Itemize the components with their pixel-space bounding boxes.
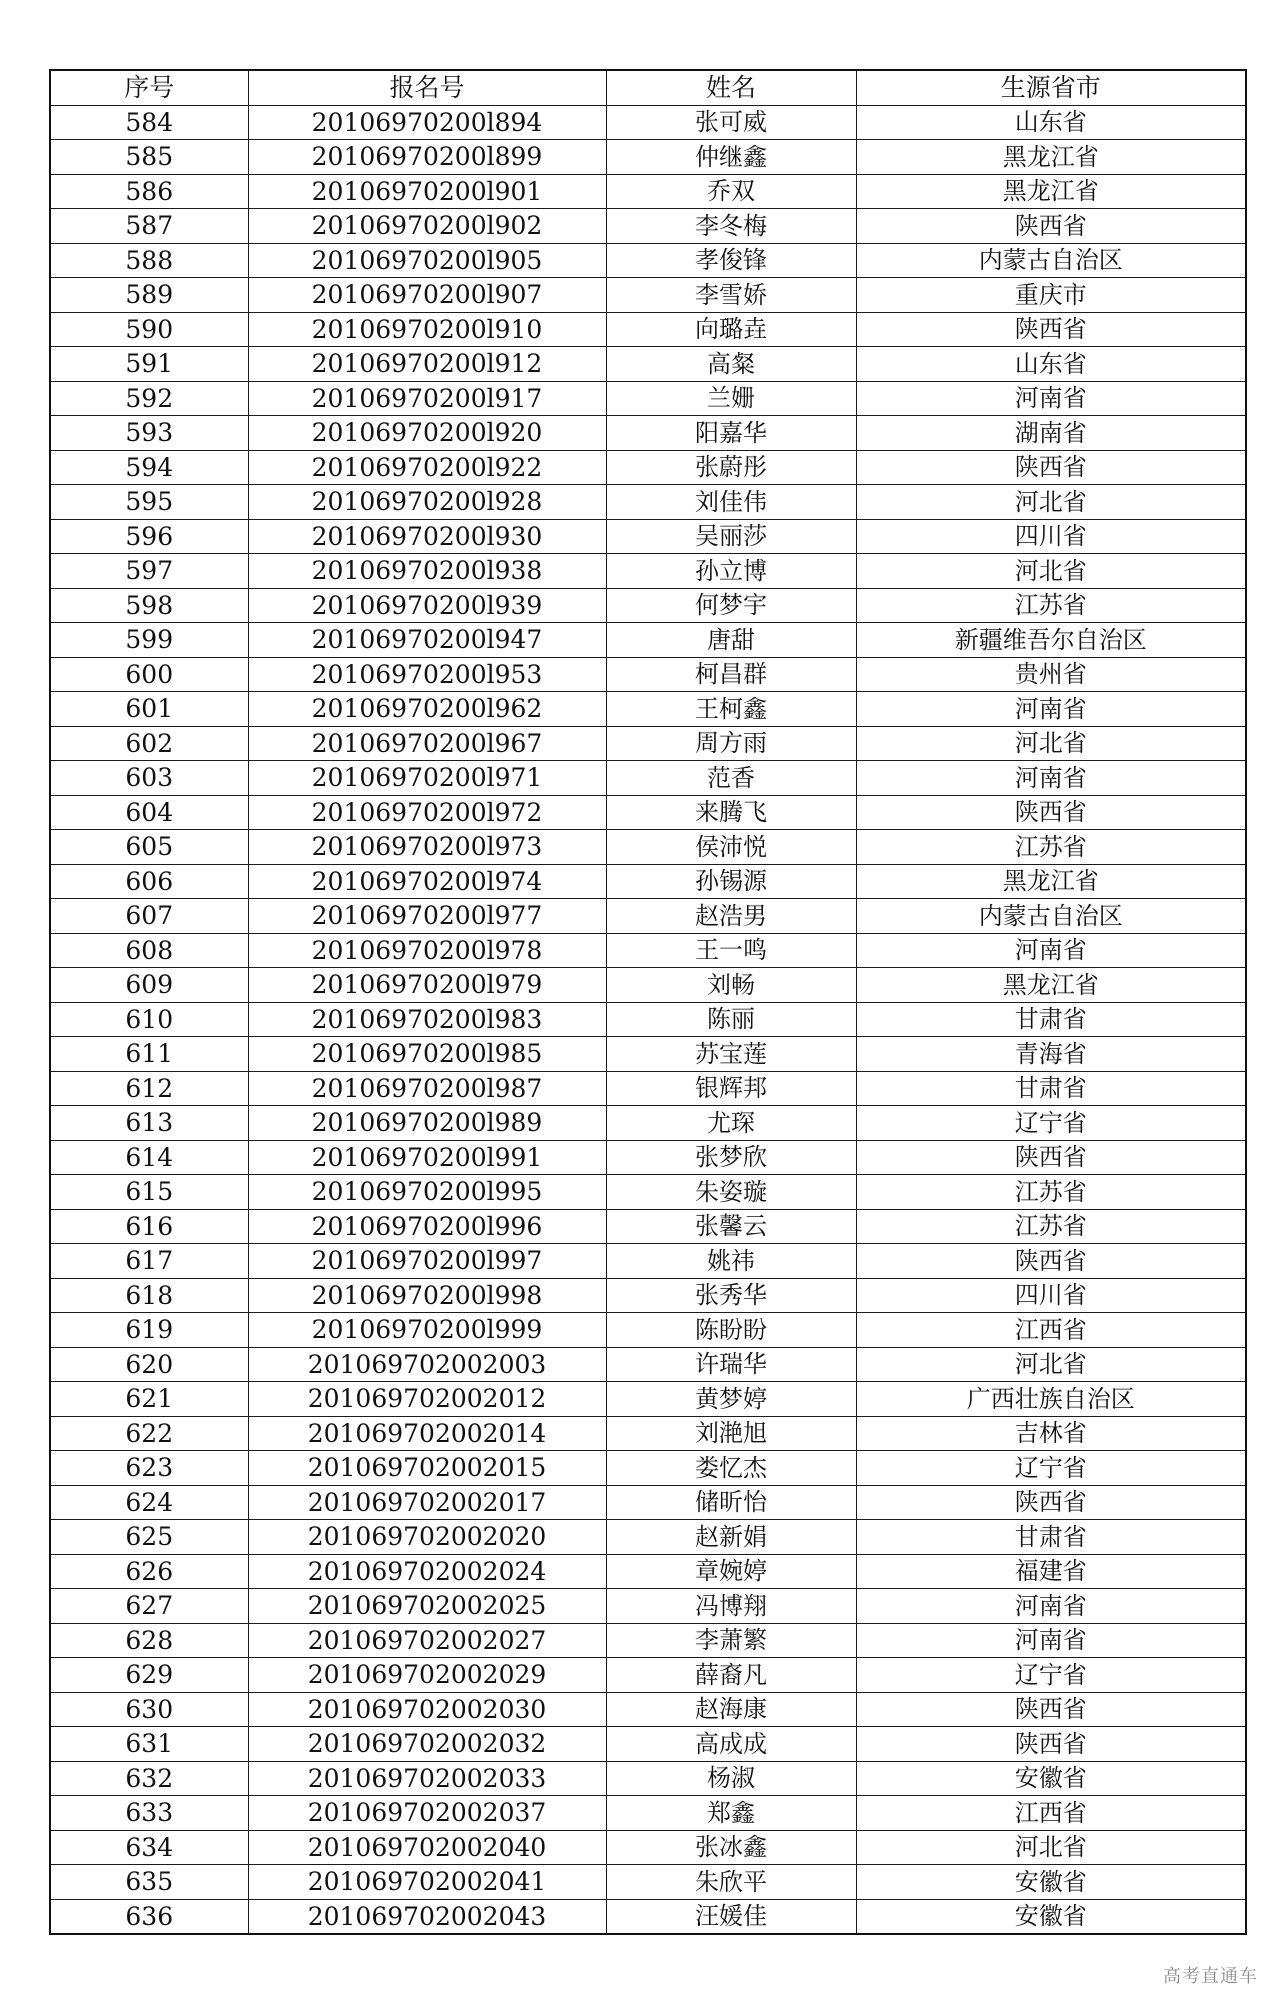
cell-seq: 585 (50, 140, 248, 175)
cell-name: 汪媛佳 (606, 1899, 856, 1934)
cell-seq: 625 (50, 1520, 248, 1555)
cell-seq: 620 (50, 1347, 248, 1382)
cell-name: 郑鑫 (606, 1796, 856, 1831)
cell-province: 黑龙江省 (856, 968, 1246, 1003)
table-row (50, 830, 1246, 865)
cell-registration-number: 20106970200l953 (248, 657, 606, 692)
table-row (50, 623, 1246, 658)
cell-province: 江西省 (856, 1313, 1246, 1348)
cell-registration-number: 20106970200l971 (248, 761, 606, 796)
cell-registration-number: 20106970200l939 (248, 588, 606, 623)
cell-name: 陈盼盼 (606, 1313, 856, 1348)
table-row (50, 761, 1246, 796)
table-row (50, 1313, 1246, 1348)
cell-seq: 606 (50, 864, 248, 899)
cell-name: 张蔚彤 (606, 450, 856, 485)
table-row (50, 588, 1246, 623)
cell-name: 刘畅 (606, 968, 856, 1003)
table-row (50, 485, 1246, 520)
cell-province: 广西壮族自治区 (856, 1382, 1246, 1417)
cell-name: 孝俊锋 (606, 243, 856, 278)
cell-seq: 631 (50, 1727, 248, 1762)
cell-seq: 618 (50, 1278, 248, 1313)
cell-province: 内蒙古自治区 (856, 243, 1246, 278)
cell-name: 李冬梅 (606, 209, 856, 244)
table-body (50, 105, 1246, 1934)
cell-province: 内蒙古自治区 (856, 899, 1246, 934)
cell-name: 黄梦婷 (606, 1382, 856, 1417)
cell-seq: 589 (50, 278, 248, 313)
cell-seq: 605 (50, 830, 248, 865)
table-row (50, 1037, 1246, 1072)
cell-seq: 584 (50, 105, 248, 140)
watermark-text: 高考直通车 (1163, 1966, 1258, 1987)
table-row (50, 416, 1246, 451)
cell-province: 陕西省 (856, 312, 1246, 347)
table-row (50, 1899, 1246, 1934)
table-row (50, 1692, 1246, 1727)
table-row (50, 657, 1246, 692)
table-header-row (50, 70, 1246, 105)
cell-name: 张秀华 (606, 1278, 856, 1313)
cell-name: 张梦欣 (606, 1140, 856, 1175)
cell-province: 江苏省 (856, 588, 1246, 623)
cell-name: 姚祎 (606, 1244, 856, 1279)
table-row (50, 1554, 1246, 1589)
cell-name: 张馨云 (606, 1209, 856, 1244)
cell-seq: 623 (50, 1451, 248, 1486)
table-row (50, 795, 1246, 830)
cell-province: 江苏省 (856, 1175, 1246, 1210)
header-registration-number: 报名号 (248, 70, 606, 105)
cell-province: 河北省 (856, 554, 1246, 589)
cell-province: 陕西省 (856, 1140, 1246, 1175)
table-row (50, 1071, 1246, 1106)
cell-registration-number: 20106970200l977 (248, 899, 606, 934)
cell-registration-number: 20106970200l894 (248, 105, 606, 140)
table-row (50, 1347, 1246, 1382)
cell-registration-number: 20106970200l905 (248, 243, 606, 278)
cell-name: 柯昌群 (606, 657, 856, 692)
cell-name: 周方雨 (606, 726, 856, 761)
cell-registration-number: 20106970200l997 (248, 1244, 606, 1279)
cell-province: 黑龙江省 (856, 140, 1246, 175)
cell-name: 范香 (606, 761, 856, 796)
cell-name: 赵新娟 (606, 1520, 856, 1555)
cell-seq: 593 (50, 416, 248, 451)
table-row (50, 1485, 1246, 1520)
cell-registration-number: 201069702002029 (248, 1658, 606, 1693)
cell-seq: 621 (50, 1382, 248, 1417)
cell-registration-number: 20106970200l930 (248, 519, 606, 554)
cell-seq: 622 (50, 1416, 248, 1451)
table-row (50, 933, 1246, 968)
cell-name: 薛裔凡 (606, 1658, 856, 1693)
cell-seq: 588 (50, 243, 248, 278)
cell-province: 重庆市 (856, 278, 1246, 313)
cell-name: 王一鸣 (606, 933, 856, 968)
cell-seq: 586 (50, 174, 248, 209)
cell-registration-number: 20106970200l998 (248, 1278, 606, 1313)
header-name: 姓名 (606, 70, 856, 105)
cell-seq: 629 (50, 1658, 248, 1693)
table-row (50, 1658, 1246, 1693)
cell-registration-number: 20106970200l938 (248, 554, 606, 589)
cell-province: 新疆维吾尔自治区 (856, 623, 1246, 658)
table-row (50, 1623, 1246, 1658)
cell-province: 青海省 (856, 1037, 1246, 1072)
cell-name: 刘佳伟 (606, 485, 856, 520)
cell-registration-number: 20106970200l995 (248, 1175, 606, 1210)
cell-province: 河南省 (856, 692, 1246, 727)
cell-registration-number: 20106970200l972 (248, 795, 606, 830)
cell-province: 甘肃省 (856, 1071, 1246, 1106)
cell-seq: 630 (50, 1692, 248, 1727)
cell-seq: 615 (50, 1175, 248, 1210)
header-province: 生源省市 (856, 70, 1246, 105)
cell-seq: 616 (50, 1209, 248, 1244)
cell-seq: 628 (50, 1623, 248, 1658)
cell-name: 许瑞华 (606, 1347, 856, 1382)
cell-province: 安徽省 (856, 1899, 1246, 1934)
cell-name: 苏宝莲 (606, 1037, 856, 1072)
cell-seq: 602 (50, 726, 248, 761)
cell-seq: 611 (50, 1037, 248, 1072)
cell-registration-number: 201069702002041 (248, 1865, 606, 1900)
table-row (50, 968, 1246, 1003)
cell-seq: 609 (50, 968, 248, 1003)
cell-registration-number: 201069702002015 (248, 1451, 606, 1486)
cell-registration-number: 201069702002027 (248, 1623, 606, 1658)
cell-registration-number: 20106970200l912 (248, 347, 606, 382)
cell-province: 贵州省 (856, 657, 1246, 692)
table-row (50, 1589, 1246, 1624)
cell-registration-number: 201069702002040 (248, 1830, 606, 1865)
cell-registration-number: 20106970200l910 (248, 312, 606, 347)
cell-province: 河北省 (856, 485, 1246, 520)
cell-province: 福建省 (856, 1554, 1246, 1589)
table-row (50, 347, 1246, 382)
cell-province: 四川省 (856, 1278, 1246, 1313)
cell-registration-number: 20106970200l962 (248, 692, 606, 727)
cell-seq: 601 (50, 692, 248, 727)
cell-name: 朱姿璇 (606, 1175, 856, 1210)
cell-registration-number: 20106970200l999 (248, 1313, 606, 1348)
cell-province: 山东省 (856, 347, 1246, 382)
cell-registration-number: 201069702002030 (248, 1692, 606, 1727)
table-row (50, 1451, 1246, 1486)
cell-seq: 587 (50, 209, 248, 244)
cell-registration-number: 20106970200l978 (248, 933, 606, 968)
table-row (50, 726, 1246, 761)
cell-name: 何梦宇 (606, 588, 856, 623)
cell-province: 辽宁省 (856, 1106, 1246, 1141)
cell-seq: 592 (50, 381, 248, 416)
cell-name: 娄忆杰 (606, 1451, 856, 1486)
cell-seq: 594 (50, 450, 248, 485)
cell-province: 陕西省 (856, 795, 1246, 830)
cell-registration-number: 20106970200l973 (248, 830, 606, 865)
cell-province: 甘肃省 (856, 1520, 1246, 1555)
cell-registration-number: 20106970200l967 (248, 726, 606, 761)
table-row (50, 105, 1246, 140)
cell-registration-number: 20106970200l974 (248, 864, 606, 899)
cell-province: 陕西省 (856, 1485, 1246, 1520)
cell-name: 孙锡源 (606, 864, 856, 899)
cell-seq: 634 (50, 1830, 248, 1865)
cell-province: 四川省 (856, 519, 1246, 554)
cell-province: 山东省 (856, 105, 1246, 140)
table-row (50, 519, 1246, 554)
cell-seq: 612 (50, 1071, 248, 1106)
table-row (50, 899, 1246, 934)
table-row (50, 1727, 1246, 1762)
cell-province: 辽宁省 (856, 1658, 1246, 1693)
cell-name: 杨淑 (606, 1761, 856, 1796)
cell-province: 吉林省 (856, 1416, 1246, 1451)
table-row (50, 1865, 1246, 1900)
cell-registration-number: 20106970200l985 (248, 1037, 606, 1072)
cell-name: 张冰鑫 (606, 1830, 856, 1865)
cell-registration-number: 20106970200l901 (248, 174, 606, 209)
cell-registration-number: 20106970200l922 (248, 450, 606, 485)
cell-registration-number: 20106970200l983 (248, 1002, 606, 1037)
cell-registration-number: 20106970200l902 (248, 209, 606, 244)
table-row (50, 1175, 1246, 1210)
cell-name: 兰姗 (606, 381, 856, 416)
cell-registration-number: 20106970200l899 (248, 140, 606, 175)
cell-province: 湖南省 (856, 416, 1246, 451)
cell-registration-number: 201069702002043 (248, 1899, 606, 1934)
table-row (50, 450, 1246, 485)
cell-province: 河北省 (856, 726, 1246, 761)
cell-seq: 599 (50, 623, 248, 658)
cell-name: 尤琛 (606, 1106, 856, 1141)
cell-name: 朱欣平 (606, 1865, 856, 1900)
cell-name: 银辉邦 (606, 1071, 856, 1106)
table-row (50, 209, 1246, 244)
cell-seq: 597 (50, 554, 248, 589)
table-row (50, 381, 1246, 416)
cell-registration-number: 201069702002012 (248, 1382, 606, 1417)
cell-name: 来腾飞 (606, 795, 856, 830)
table-row (50, 1382, 1246, 1417)
cell-seq: 607 (50, 899, 248, 934)
cell-seq: 591 (50, 347, 248, 382)
cell-registration-number: 20106970200l996 (248, 1209, 606, 1244)
cell-seq: 624 (50, 1485, 248, 1520)
table-row (50, 243, 1246, 278)
table-row (50, 278, 1246, 313)
cell-registration-number: 20106970200l928 (248, 485, 606, 520)
table-row (50, 1416, 1246, 1451)
cell-seq: 633 (50, 1796, 248, 1831)
cell-province: 河南省 (856, 761, 1246, 796)
cell-registration-number: 20106970200l987 (248, 1071, 606, 1106)
cell-province: 陕西省 (856, 1244, 1246, 1279)
cell-registration-number: 20106970200l947 (248, 623, 606, 658)
cell-registration-number: 20106970200l991 (248, 1140, 606, 1175)
cell-name: 高成成 (606, 1727, 856, 1762)
cell-name: 赵海康 (606, 1692, 856, 1727)
cell-seq: 604 (50, 795, 248, 830)
cell-name: 储昕怡 (606, 1485, 856, 1520)
cell-province: 河北省 (856, 1347, 1246, 1382)
cell-province: 陕西省 (856, 1692, 1246, 1727)
cell-name: 孙立博 (606, 554, 856, 589)
cell-name: 阳嘉华 (606, 416, 856, 451)
cell-province: 河南省 (856, 933, 1246, 968)
cell-registration-number: 201069702002020 (248, 1520, 606, 1555)
cell-province: 甘肃省 (856, 1002, 1246, 1037)
cell-name: 李萧繁 (606, 1623, 856, 1658)
cell-registration-number: 201069702002003 (248, 1347, 606, 1382)
cell-name: 李雪娇 (606, 278, 856, 313)
table-row (50, 864, 1246, 899)
cell-name: 吴丽莎 (606, 519, 856, 554)
cell-registration-number: 201069702002025 (248, 1589, 606, 1624)
cell-province: 陕西省 (856, 1727, 1246, 1762)
cell-name: 张可威 (606, 105, 856, 140)
header-seq: 序号 (50, 70, 248, 105)
cell-registration-number: 201069702002017 (248, 1485, 606, 1520)
cell-registration-number: 20106970200l979 (248, 968, 606, 1003)
cell-province: 黑龙江省 (856, 864, 1246, 899)
cell-seq: 610 (50, 1002, 248, 1037)
cell-seq: 636 (50, 1899, 248, 1934)
cell-seq: 603 (50, 761, 248, 796)
cell-seq: 595 (50, 485, 248, 520)
cell-seq: 617 (50, 1244, 248, 1279)
table-row (50, 1520, 1246, 1555)
cell-seq: 635 (50, 1865, 248, 1900)
cell-province: 江苏省 (856, 1209, 1246, 1244)
cell-seq: 608 (50, 933, 248, 968)
cell-seq: 590 (50, 312, 248, 347)
cell-seq: 614 (50, 1140, 248, 1175)
cell-seq: 596 (50, 519, 248, 554)
cell-name: 章婉婷 (606, 1554, 856, 1589)
table-row (50, 692, 1246, 727)
cell-province: 陕西省 (856, 209, 1246, 244)
cell-province: 辽宁省 (856, 1451, 1246, 1486)
cell-name: 高粲 (606, 347, 856, 382)
cell-name: 王柯鑫 (606, 692, 856, 727)
table-row (50, 140, 1246, 175)
cell-registration-number: 20106970200l989 (248, 1106, 606, 1141)
cell-registration-number: 20106970200l917 (248, 381, 606, 416)
cell-seq: 632 (50, 1761, 248, 1796)
cell-province: 江西省 (856, 1796, 1246, 1831)
cell-seq: 627 (50, 1589, 248, 1624)
table-row (50, 1830, 1246, 1865)
cell-registration-number: 20106970200l907 (248, 278, 606, 313)
cell-seq: 598 (50, 588, 248, 623)
cell-registration-number: 201069702002037 (248, 1796, 606, 1831)
table-row (50, 1796, 1246, 1831)
cell-province: 河北省 (856, 1830, 1246, 1865)
cell-province: 安徽省 (856, 1865, 1246, 1900)
cell-province: 河南省 (856, 381, 1246, 416)
cell-province: 江苏省 (856, 830, 1246, 865)
table-row (50, 174, 1246, 209)
cell-name: 陈丽 (606, 1002, 856, 1037)
cell-name: 仲继鑫 (606, 140, 856, 175)
cell-name: 唐甜 (606, 623, 856, 658)
table-row (50, 1140, 1246, 1175)
cell-name: 冯博翔 (606, 1589, 856, 1624)
cell-seq: 619 (50, 1313, 248, 1348)
table-row (50, 1244, 1246, 1279)
table-row (50, 1761, 1246, 1796)
cell-registration-number: 201069702002014 (248, 1416, 606, 1451)
table-row (50, 1002, 1246, 1037)
cell-registration-number: 201069702002024 (248, 1554, 606, 1589)
table-row (50, 312, 1246, 347)
cell-name: 乔双 (606, 174, 856, 209)
cell-registration-number: 20106970200l920 (248, 416, 606, 451)
cell-seq: 626 (50, 1554, 248, 1589)
cell-registration-number: 201069702002032 (248, 1727, 606, 1762)
cell-name: 赵浩男 (606, 899, 856, 934)
cell-name: 侯沛悦 (606, 830, 856, 865)
table-row (50, 1209, 1246, 1244)
cell-province: 黑龙江省 (856, 174, 1246, 209)
cell-name: 向璐垚 (606, 312, 856, 347)
cell-province: 河南省 (856, 1589, 1246, 1624)
table-row (50, 1278, 1246, 1313)
table-row (50, 1106, 1246, 1141)
cell-province: 安徽省 (856, 1761, 1246, 1796)
cell-seq: 613 (50, 1106, 248, 1141)
table-row (50, 554, 1246, 589)
cell-province: 河南省 (856, 1623, 1246, 1658)
cell-name: 刘滟旭 (606, 1416, 856, 1451)
cell-province: 陕西省 (856, 450, 1246, 485)
cell-registration-number: 201069702002033 (248, 1761, 606, 1796)
admission-list-table (49, 69, 1247, 1935)
cell-seq: 600 (50, 657, 248, 692)
